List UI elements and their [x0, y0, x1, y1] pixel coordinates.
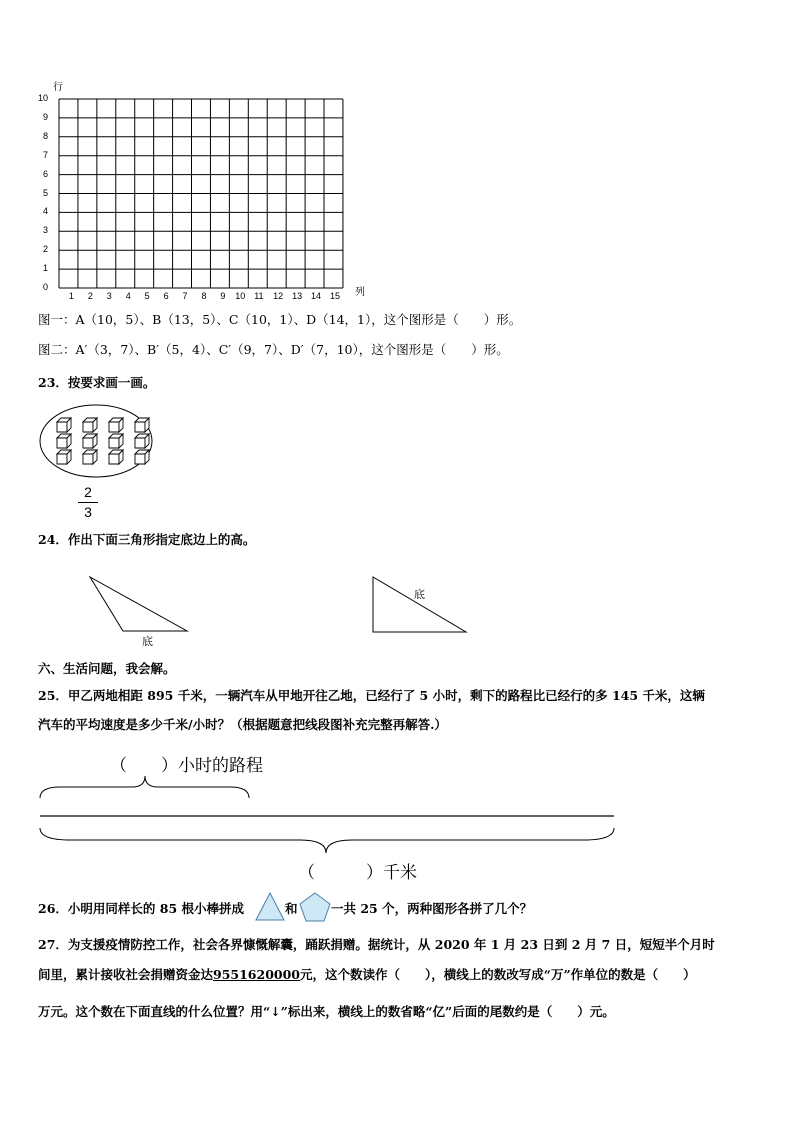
segment-bottom-label: （ ）千米	[298, 863, 417, 883]
y-tick-label: 7	[43, 149, 49, 160]
q26-suffix: 一共 25 个，两种图形各拼了几个？	[331, 901, 533, 916]
figure1-question: 图一：A（10，5）、B（13，5）、C（10，1）、D（14，1），这个图形是（ ）形。	[38, 312, 522, 327]
q25-line1: 25．甲乙两地相距 895 千米，一辆汽车从甲地开往乙地，已经行了 5 小时，剩下的路程比已经行的多 145 千米，这辆	[38, 688, 705, 703]
x-tick-label: 8	[201, 291, 207, 301]
x-tick-label: 13	[292, 291, 303, 301]
section6-title: 六、生活问题，我会解。	[38, 661, 176, 676]
q27-line3: 万元。这个数在下面直线的什么位置？用“↓”标出来，横线上的数省略“亿”后面的尾数约是（ ）元。	[38, 1004, 615, 1019]
segment-top-label: （ ）小时的路程	[110, 756, 263, 776]
q27-line2-suffix: 元，这个数读作（ ），横线上的数改写成“万”作单位的数是（ ）	[300, 967, 696, 982]
y-tick-label: 10	[38, 93, 49, 103]
y-tick-label: 0	[43, 282, 49, 292]
y-tick-label: 5	[43, 187, 49, 198]
y-tick-label: 8	[43, 130, 49, 141]
y-axis-title: 行	[53, 82, 63, 93]
figure2-question: 图二：A′（3，7）、B′（5，4）、C′（9，7）、D′（7，10），这个图形是（ ）形。	[38, 342, 509, 357]
q26-middle: 和	[285, 901, 298, 916]
x-tick-label: 2	[87, 291, 93, 301]
fraction-numerator: 2	[84, 484, 92, 500]
x-tick-label: 12	[273, 291, 284, 301]
q27-line2-prefix: 间里，累计接收社会捐赠资金达	[38, 967, 214, 982]
y-tick-label: 3	[43, 225, 49, 236]
x-tick-label: 15	[329, 291, 340, 301]
q23-title: 23．按要求画一画。	[38, 375, 156, 390]
q24-title: 24．作出下面三角形指定底边上的高。	[38, 532, 256, 547]
x-tick-label: 4	[125, 291, 131, 301]
x-tick-label: 1	[68, 291, 74, 301]
right-base-label: 底	[414, 588, 425, 601]
y-tick-label: 1	[43, 263, 49, 274]
q27-line1: 27．为支援疫情防控工作，社会各界慷慨解囊，踊跃捐赠。据统计，从 2020 年 1 月 23 日到 2 月 7 日，短短半个月时	[38, 937, 715, 952]
x-tick-label: 5	[144, 291, 150, 301]
y-tick-label: 6	[43, 168, 49, 179]
x-tick-label: 6	[163, 291, 169, 301]
x-tick-label: 11	[254, 291, 264, 301]
left-base-label: 底	[142, 635, 153, 648]
q26-prefix: 26．小明用同样长的 85 根小棒拼成	[38, 901, 244, 916]
q25-line2: 汽车的平均速度是多少千米/小时？（根据题意把线段图补充完整再解答.）	[38, 717, 447, 732]
x-tick-label: 10	[235, 291, 246, 301]
x-tick-label: 9	[220, 291, 226, 301]
y-tick-label: 9	[43, 111, 49, 122]
triangle-shape-icon	[256, 893, 284, 920]
x-tick-label: 7	[182, 291, 188, 301]
y-tick-label: 4	[43, 206, 49, 217]
fraction-denominator: 3	[84, 504, 92, 520]
x-tick-label: 14	[311, 291, 322, 301]
q27-line2	[38, 967, 696, 983]
y-tick-label: 2	[43, 244, 49, 255]
donation-amount: 9551620000	[213, 967, 300, 982]
x-tick-label: 3	[106, 291, 112, 301]
x-axis-title: 列	[355, 287, 365, 298]
pentagon-shape-icon	[300, 893, 330, 921]
